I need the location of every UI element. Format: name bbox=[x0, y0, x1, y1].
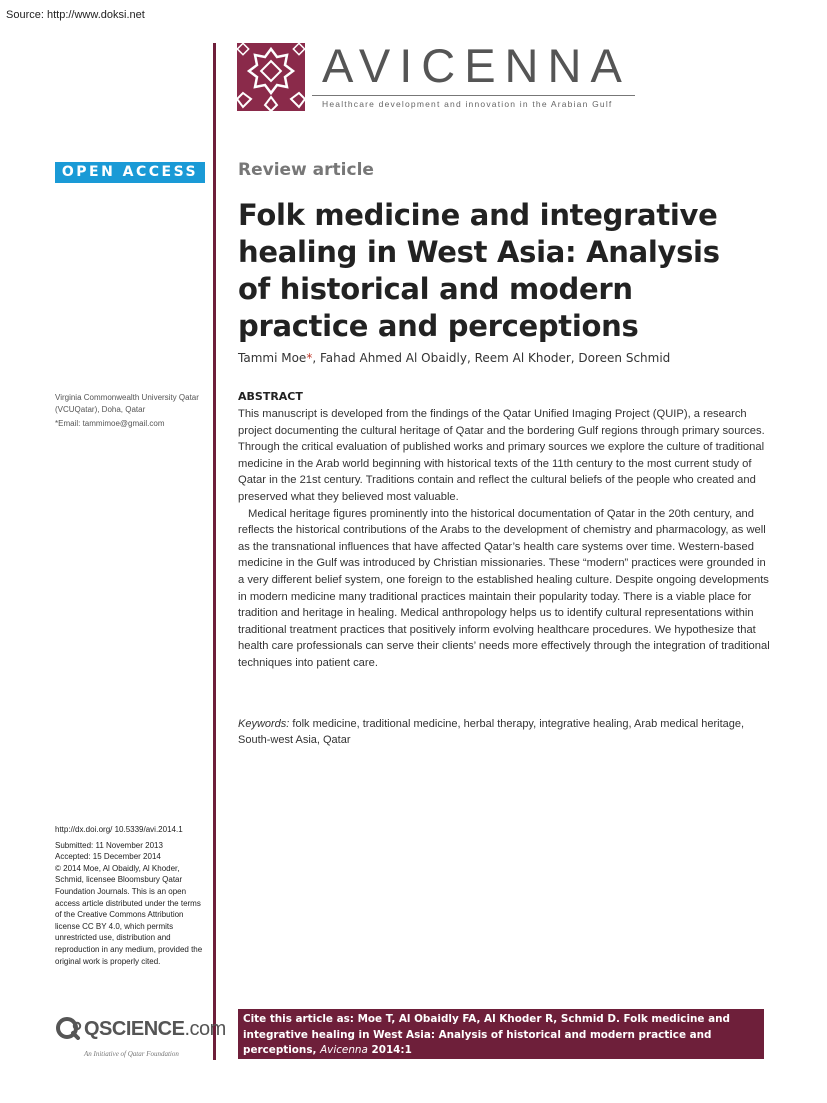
author-list bbox=[238, 351, 670, 365]
keywords bbox=[238, 716, 774, 748]
abstract-body bbox=[238, 406, 774, 672]
citation-box bbox=[238, 1009, 764, 1072]
accepted-date: Accepted: 15 December 2014 bbox=[55, 852, 161, 862]
source-line: Source: http://www.doksi.net bbox=[6, 9, 145, 21]
author-rest: , Fahad Ahmed Al Obaidly, Reem Al Khoder, Doreen Schmid bbox=[312, 351, 671, 365]
publisher-subtitle: An Initiative of Qatar Foundation bbox=[84, 1050, 179, 1058]
citation-doi[interactable]: http://dx.doi.org/10.5339/avi.2014.1 bbox=[243, 1059, 456, 1072]
affiliation bbox=[55, 392, 205, 430]
publisher-name-main: QSCIENCE bbox=[84, 1018, 185, 1040]
affiliation-email: *Email: tammimoe@gmail.com bbox=[55, 419, 165, 428]
citation-journal: Avicenna bbox=[320, 1044, 368, 1057]
abstract-heading: ABSTRACT bbox=[238, 390, 303, 403]
license-text: © 2014 Moe, Al Obaidly, Al Khoder, Schmid, licensee Bloomsbury Qatar Foundation Journals. This is an open access article distributed under the terms of the Creative Commons Attribution license CC BY 4.0, which permits unrestricted use, distribution and reproduction in any medium, provided the original work is properly cited. bbox=[55, 863, 203, 966]
keywords-label: Keywords: bbox=[238, 718, 290, 730]
open-access-badge: OPEN ACCESS bbox=[55, 162, 205, 183]
keywords-text: folk medicine, traditional medicine, herbal therapy, integrative healing, Arab medical heritage, South-west Asia, Qatar bbox=[238, 718, 745, 746]
avicenna-logo-icon bbox=[237, 43, 305, 111]
margin-rule bbox=[213, 43, 216, 1060]
article-meta bbox=[55, 824, 207, 967]
journal-tagline: Healthcare development and innovation in the Arabian Gulf bbox=[322, 99, 613, 109]
brand-underline bbox=[312, 95, 635, 96]
abstract-paragraph-1: This manuscript is developed from the findings of the Qatar Unified Imaging Project (QUIP), a research project documenting the cultural heritage of Qatar and the bordering Gulf regions through primary sources. Through the critical evaluation of published works and primary sources we explore the culture of traditional medicine in the Arab world beginning with historical texts of the 11th century to the most current study of Qatar in the 21st century. Traditions contain and reflect the cultural beliefs of the people who created and preserved what they believed most valuable. bbox=[238, 408, 765, 503]
submitted-date: Submitted: 11 November 2013 bbox=[55, 840, 163, 850]
corresponding-author-marker: * bbox=[306, 351, 313, 365]
article-title: Folk medicine and integrative healing in West Asia: Analysis of historical and modern practice and perceptions bbox=[238, 198, 720, 343]
doi-link[interactable]: http://dx.doi.org/ 10.5339/avi.2014.1 bbox=[55, 825, 183, 834]
publisher-name-suffix: .com bbox=[184, 1018, 226, 1040]
affiliation-institution: Virginia Commonwealth University Qatar (VCUQatar), Doha, Qatar bbox=[55, 393, 199, 414]
author-first: Tammi Moe bbox=[238, 351, 307, 365]
citation-volume: 2014:1 bbox=[367, 1044, 412, 1057]
article-type: Review article bbox=[238, 160, 374, 180]
publisher-name bbox=[84, 1018, 226, 1041]
journal-name: AVICENNA bbox=[322, 39, 631, 92]
abstract-paragraph-2: Medical heritage figures prominently into the historical documentation of Qatar in the 20th century, and reflects the historical contributions of the Arabs to the development of chemistry and pharmacology, as well as the transnational influences that have affected Qatar’s health care systems over time. Western-based medicine in the Gulf was introduced by Christian missionaries. These “modern” practices were grounded in a very different belief system, one foreign to the established healing culture. Despite ongoing developments in modern medicine many traditional practices maintain their popularity today. There is a viable place for tradition and heritage in healing. Medical anthropology helps us to identify cultural representations within traditional treatment practices that positively inform evolving healthcare procedures. We hypothesize that health care professionals can serve their clients’ needs more effectively through the integration of traditional techniques into patient care. bbox=[238, 507, 770, 669]
citation-lead: Cite this article as: Moe T, Al Obaidly FA, Al Khoder R, Schmid D. Folk medicine and integrative healing in West Asia: Analysis of historical and modern practice and perceptions, bbox=[243, 1013, 730, 1057]
